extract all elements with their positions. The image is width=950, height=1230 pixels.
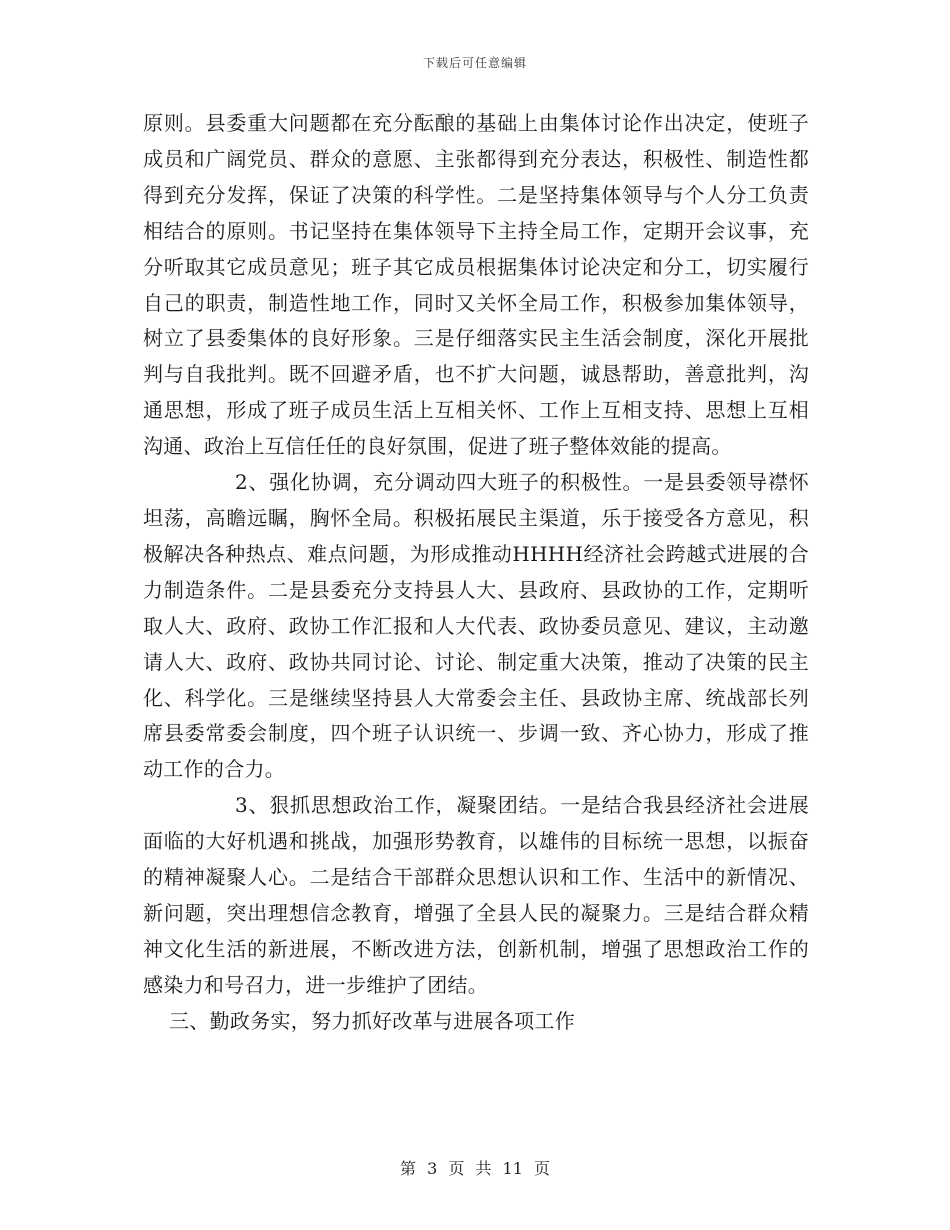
page-header: 下载后可任意编辑 — [422, 56, 527, 70]
section-heading: 三、勤政务实，努力抓好改革与进展各项工作 — [169, 1008, 575, 1033]
page-footer: 第 3 页 共 11 页 — [400, 1159, 550, 1178]
paragraph-continuation: 原则。县委重大问题都在充分酝酿的基础上由集体讨论作出决定，使班子成员和广阔党员、群众的意愿、主张都得到充分表达，积极性、制造性都得到充分发挥，保证了决策的科学性。二是坚持集体领导与个人分工负责相结合的原则。书记坚持在集体领导下主持全局工作，定期开会议事，充分听取其它成员意见；班子其它成员根据集体讨论决定和分工，切实履行自己的职责，制造性地工作，同时又关怀全局工作，积极参加集体领导，树立了县委集体的良好形象。三是仔细落实民主生活会制度，深化开展批判与自我批判。既不回避矛盾，也不扩大问题，诚恳帮助，善意批判，沟通思想，形成了班子成员生活上互相关怀、工作上互相支持、思想上互相沟通、政治上互信任任的良好氛围，促进了班子整体效能的提高。 — [143, 111, 809, 459]
paragraph-item-2: 2、强化协调，充分调动四大班子的积极性。一是县委领导襟怀坦荡，高瞻远瞩，胸怀全局。积极拓展民主渠道，乐于接受各方意见，积极解决各种热点、难点问题，为形成推动HHHH经济社会跨越式进展的合力制造条件。二是县委充分支持县人大、县政府、县政协的工作，定期听取人大、政府、政协工作汇报和人大代表、政协委员意见、建议，主动邀请人大、政府、政协共同讨论、讨论、制定重大决策，推动了决策的民主化、科学化。三是继续坚持县人大常委会主任、县政协主席、统战部长列席县委常委会制度，四个班子认识统一、步调一致、齐心协力，形成了推动工作的合力。 — [143, 470, 809, 782]
paragraph-item-3: 3、狠抓思想政治工作，凝聚团结。一是结合我县经济社会进展面临的大好机遇和挑战，加强形势教育，以雄伟的目标统一思想，以振奋的精神凝聚人心。二是结合干部群众思想认识和工作、生活中的新情况、新问题，突出理想信念教育，增强了全县人民的凝聚力。三是结合群众精神文化生活的新进展，不断改进方法，创新机制，增强了思想政治工作的感染力和号召力，进一步维护了团结。 — [143, 793, 809, 997]
document-body — [143, 106, 809, 1040]
